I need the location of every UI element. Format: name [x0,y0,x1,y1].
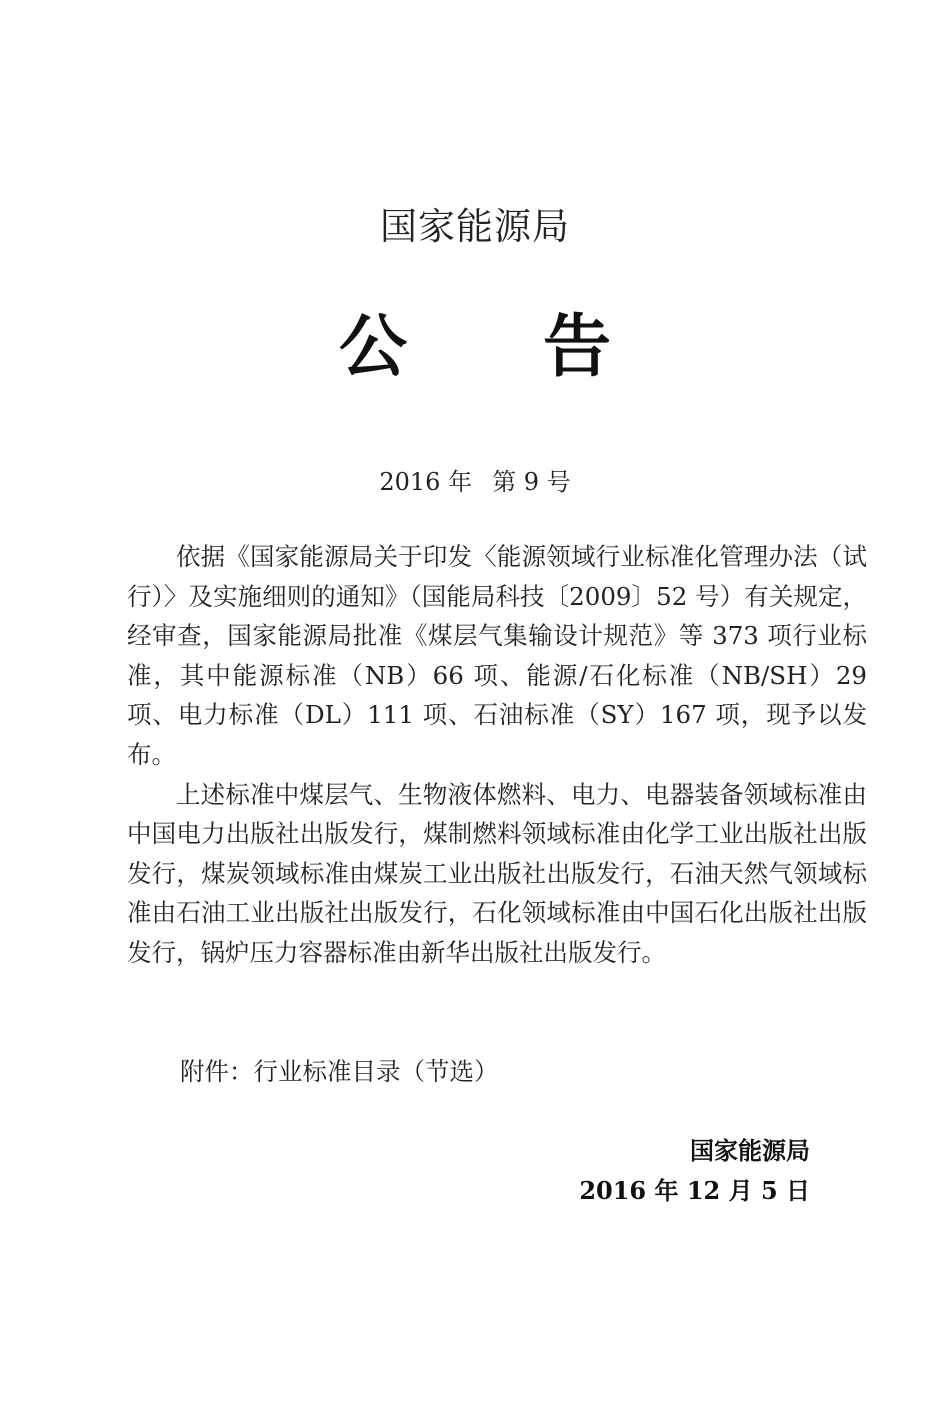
document-title [0,293,950,390]
issuer-name: 国家能源局 [380,205,570,248]
signature-block [579,1134,810,1208]
title-char-1: 公 [339,308,408,387]
title-char-2: 告 [543,308,612,387]
body-paragraph-2: 上述标准中煤层气、生物液体燃料、电力、电器装备领域标准由中国电力出版社出版发行，煤制燃料领域标准由化学工业出版社出版发行，煤炭领域标准由煤炭工业出版社出版发行，石油天然气领域标准由石油工业出版社出版发行，石化领域标准由中国石化出版社出版发行，锅炉压力容器标准由新华出版社出版发行。 [127,779,867,967]
attachment-note: 附件：行业标准目录（节选） [180,1057,499,1086]
announcement-body [127,537,867,973]
body-paragraph-1: 依据《国家能源局关于印发〈能源领域行业标准化管理办法（试行）〉及实施细则的通知》（国能局科技〔2009〕52 号）有关规定，经审查，国家能源局批准《煤层气集输设计规范》等 373 项行业标准，其中能源标准（NB）66 项、能源/石化标准（NB/SH）29 项、电力标准（DL）111 项、石油标准（SY）167 项，现予以发布。 [127,542,867,769]
document-year: 2016 年 [379,468,473,496]
document-issue-number: 第 9 号 [492,468,571,496]
document-number [0,462,950,497]
signature-date: 2016 年 12 月 5 日 [579,1176,810,1205]
signature-organization: 国家能源局 [690,1137,810,1165]
